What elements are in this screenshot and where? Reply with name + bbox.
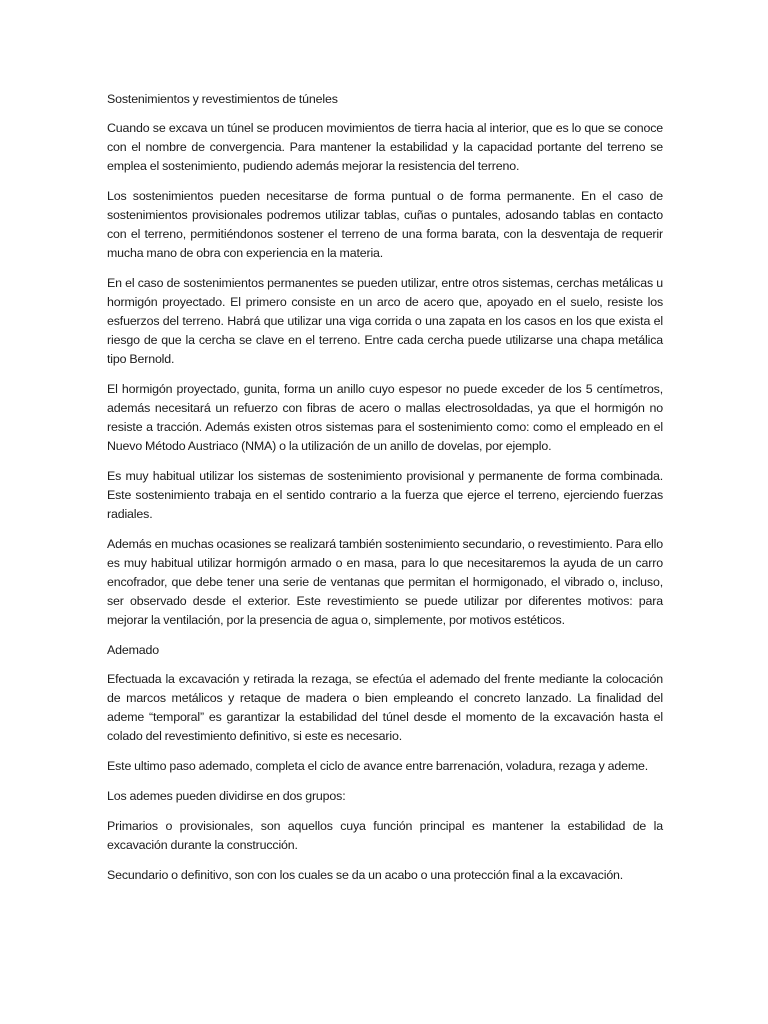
document-title: Sostenimientos y revestimientos de túneles — [107, 92, 338, 106]
paragraph-ciclo-avance: Este ultimo paso ademado, completa el ciclo de avance entre barrenación, voladura, rezaga y ademe. — [107, 759, 649, 773]
paragraph-combinado: Es muy habitual utilizar los sistemas de sostenimiento provisional y permanente de forma combinada. Este sostenimiento trabaja en el sentido contrario a la fuerza que ejerce el terreno, ejerciendo fuerzas radiales. — [107, 469, 663, 521]
paragraph-ademado: Efectuada la excavación y retirada la rezaga, se efectúa el ademado del frente mediante la colocación de marcos metálicos y retaque de madera o bien empleando el concreto lanzado. La finalidad del ademe “temporal” es garantizar la estabilidad del túnel desde el momento de la excavación hasta el colado del revestimiento definitivo, si este es necesario. — [107, 672, 663, 743]
paragraph-sostenimientos-permanentes: En el caso de sostenimientos permanentes se pueden utilizar, entre otros sistemas, cerchas metálicas u hormigón proyectado. El primero consiste en un arco de acero que, apoyado en el suelo, resiste los esfuerzos del terreno. Habrá que utilizar una viga corrida o una zapata en los casos en los que exista el riesgo de que la cercha se clave en el terreno. Entre cada cercha puede utilizarse una chapa metálica tipo Bernold. — [107, 276, 663, 366]
paragraph-revestimiento: Además en muchas ocasiones se realizará también sostenimiento secundario, o revestimiento. Para ello es muy habitual utilizar hormigón armado o en masa, para lo que necesitaremos la ayuda de un carro encofrador, que debe tener una serie de ventanas que permitan el hormigonado, el vibrado o, incluso, ser observado desde el exterior. Este revestimiento se puede utilizar por diferentes motivos: para mejorar la ventilación, por la presencia de agua o, simplemente, por motivos estéticos. — [107, 537, 663, 627]
paragraph-primarios: Primarios o provisionales, son aquellos cuya función principal es mantener la estabilidad de la excavación durante la construcción. — [107, 819, 663, 852]
paragraph-sostenimientos-provisionales: Los sostenimientos pueden necesitarse de forma puntual o de forma permanente. En el caso de sostenimientos provisionales podremos utilizar tablas, cuñas o puntales, adosando tablas en contacto con el terreno, permitiéndonos sostener el terreno de una forma barata, con la desventaja de requerir mucha mano de obra con experiencia en la materia. — [107, 189, 663, 260]
paragraph-grupos: Los ademes pueden dividirse en dos grupos: — [107, 789, 346, 803]
paragraph-hormigon-proyectado: El hormigón proyectado, gunita, forma un anillo cuyo espesor no puede exceder de los 5 centímetros, además necesitará un refuerzo con fibras de acero o mallas electrosoldadas, ya que el hormigón no resiste a tracción. Además existen otros sistemas para el sostenimiento como: como el empleado en el Nuevo Método Austriaco (NMA) o la utilización de un anillo de dovelas, por ejemplo. — [107, 382, 663, 453]
paragraph-secundario: Secundario o definitivo, son con los cuales se da un acabo o una protección final a la excavación. — [107, 868, 624, 882]
section-heading-ademado: Ademado — [107, 643, 159, 657]
document-page — [107, 90, 663, 896]
paragraph-convergencia: Cuando se excava un túnel se producen movimientos de tierra hacia al interior, que es lo que se conoce con el nombre de convergencia. Para mantener la estabilidad y la capacidad portante del terreno se emplea el sostenimiento, pudiendo además mejorar la resistencia del terreno. — [107, 121, 663, 173]
